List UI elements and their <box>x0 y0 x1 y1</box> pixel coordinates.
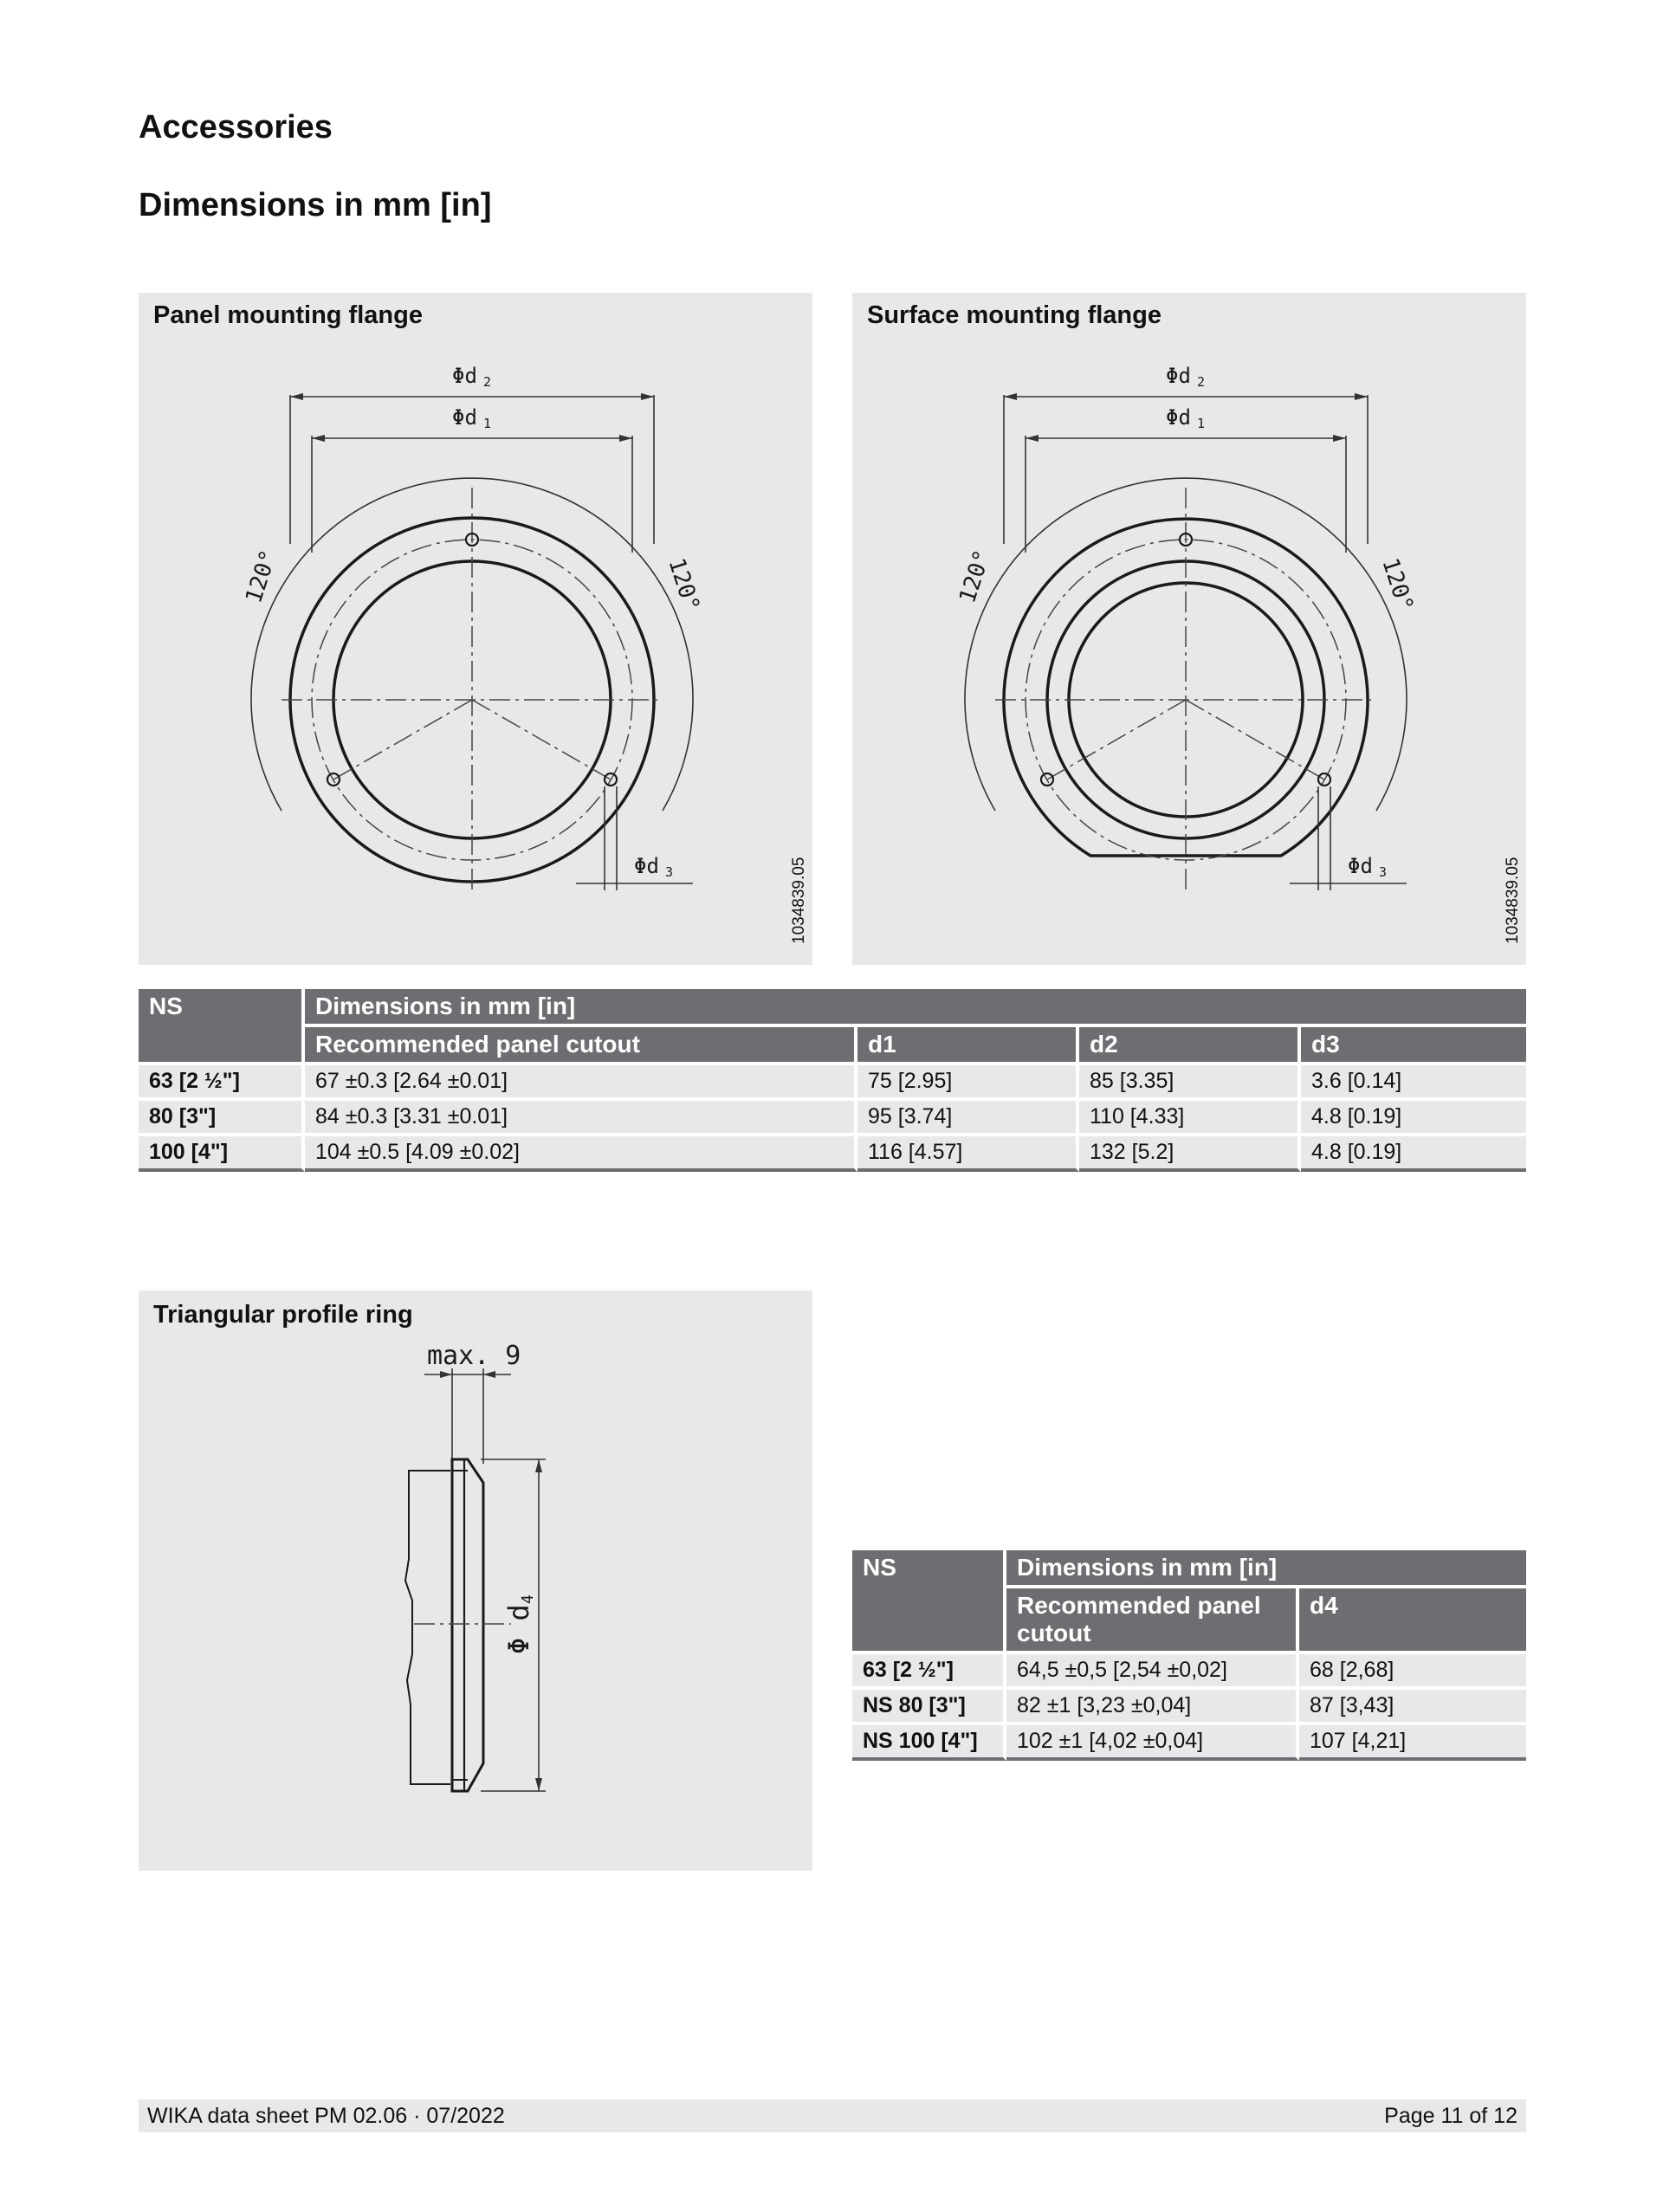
label-d2: Φd <box>452 364 477 388</box>
cell-d2: 110 [4.33] <box>1079 1101 1301 1136</box>
cell-ns: 63 [2 ½"] <box>139 1065 305 1101</box>
cell-cutout: 104 ±0.5 [4.09 ±0.02] <box>305 1136 857 1172</box>
page-footer <box>139 2099 1526 2132</box>
ring-dimensions-table <box>852 1550 1526 1761</box>
flange-dimensions-table <box>139 989 1526 1172</box>
drawing-code: 1034839.05 <box>790 857 808 944</box>
page-heading: Accessories <box>139 109 333 146</box>
cell-cutout: 67 ±0.3 [2.64 ±0.01] <box>305 1065 857 1101</box>
surface-mounting-flange-figure <box>852 293 1526 965</box>
table-row <box>852 1654 1526 1690</box>
cell-cutout: 84 ±0.3 [3.31 ±0.01] <box>305 1101 857 1136</box>
cell-d3: 3.6 [0.14] <box>1301 1065 1526 1101</box>
footer-datasheet-ref: WIKA data sheet PM 02.06 · 07/2022 <box>147 2104 505 2128</box>
table-row <box>852 1690 1526 1725</box>
label-d2-sub: 2 <box>483 374 492 390</box>
cell-ns: 100 [4"] <box>139 1136 305 1172</box>
cell-d3: 4.8 [0.19] <box>1301 1101 1526 1136</box>
label-angle-left: 120° <box>954 547 997 607</box>
cell-ns: 63 [2 ½"] <box>852 1654 1006 1690</box>
label-d1-sub: 1 <box>483 416 492 431</box>
label-angle-right: 120° <box>1376 554 1419 615</box>
label-d3: Φd <box>634 854 659 878</box>
page-subheading: Dimensions in mm [in] <box>139 187 492 223</box>
panel-mounting-flange-drawing <box>139 293 812 965</box>
header-d1: d1 <box>857 1027 1079 1065</box>
cell-d2: 85 [3.35] <box>1079 1065 1301 1101</box>
panel-mounting-flange-title: Panel mounting flange <box>153 301 423 329</box>
table-row <box>139 1065 1526 1101</box>
label-d3: Φd <box>1348 854 1373 878</box>
label-angle-right: 120° <box>663 554 705 615</box>
header-ns: NS <box>852 1550 1006 1654</box>
cell-d4: 68 [2,68] <box>1299 1654 1526 1690</box>
cell-d4: 107 [4,21] <box>1299 1725 1526 1761</box>
table-row <box>139 1136 1526 1172</box>
label-d1: Φd <box>452 405 477 430</box>
label-d3-sub: 3 <box>1379 864 1388 880</box>
header-recommended-cutout: Recommended panel cutout <box>1006 1588 1299 1654</box>
header-d3: d3 <box>1301 1027 1526 1065</box>
label-d2-sub: 2 <box>1197 374 1206 390</box>
surface-mounting-flange-drawing <box>852 293 1526 965</box>
table-row <box>852 1725 1526 1761</box>
cell-d1: 75 [2.95] <box>857 1065 1079 1101</box>
header-d4: d4 <box>1299 1588 1526 1654</box>
cell-d3: 4.8 [0.19] <box>1301 1136 1526 1172</box>
drawing-code: 1034839.05 <box>1504 857 1522 944</box>
triangular-profile-ring-figure <box>139 1290 812 1871</box>
triangular-profile-ring-drawing <box>139 1290 812 1871</box>
label-d2: Φd <box>1166 364 1191 388</box>
header-dimensions-group: Dimensions in mm [in] <box>1006 1550 1526 1588</box>
cell-d1: 116 [4.57] <box>857 1136 1079 1172</box>
header-dimensions-group: Dimensions in mm [in] <box>305 989 1526 1027</box>
cell-ns: NS 100 [4"] <box>852 1725 1006 1761</box>
cell-ns: 80 [3"] <box>139 1101 305 1136</box>
cell-d2: 132 [5.2] <box>1079 1136 1301 1172</box>
triangular-profile-ring-title: Triangular profile ring <box>153 1301 413 1329</box>
header-d2: d2 <box>1079 1027 1301 1065</box>
label-d4: Φ d <box>502 1604 535 1654</box>
cell-ns: NS 80 [3"] <box>852 1690 1006 1725</box>
label-angle-left: 120° <box>241 547 283 607</box>
panel-mounting-flange-figure <box>139 293 812 965</box>
cell-cutout: 64,5 ±0,5 [2,54 ±0,02] <box>1006 1654 1299 1690</box>
table-row <box>139 1101 1526 1136</box>
cell-d1: 95 [3.74] <box>857 1101 1079 1136</box>
header-recommended-cutout: Recommended panel cutout <box>305 1027 857 1065</box>
cell-d4: 87 [3,43] <box>1299 1690 1526 1725</box>
cell-cutout: 82 ±1 [3,23 ±0,04] <box>1006 1690 1299 1725</box>
cell-cutout: 102 ±1 [4,02 ±0,04] <box>1006 1725 1299 1761</box>
label-d1-sub: 1 <box>1197 416 1206 431</box>
header-ns: NS <box>139 989 305 1065</box>
label-d1: Φd <box>1166 405 1191 430</box>
footer-page-number: Page 11 of 12 <box>1384 2104 1517 2128</box>
surface-mounting-flange-title: Surface mounting flange <box>867 301 1162 329</box>
label-d4-sub: 4 <box>519 1594 537 1604</box>
label-d3-sub: 3 <box>665 864 674 880</box>
label-max-9: max. 9 <box>427 1341 521 1371</box>
